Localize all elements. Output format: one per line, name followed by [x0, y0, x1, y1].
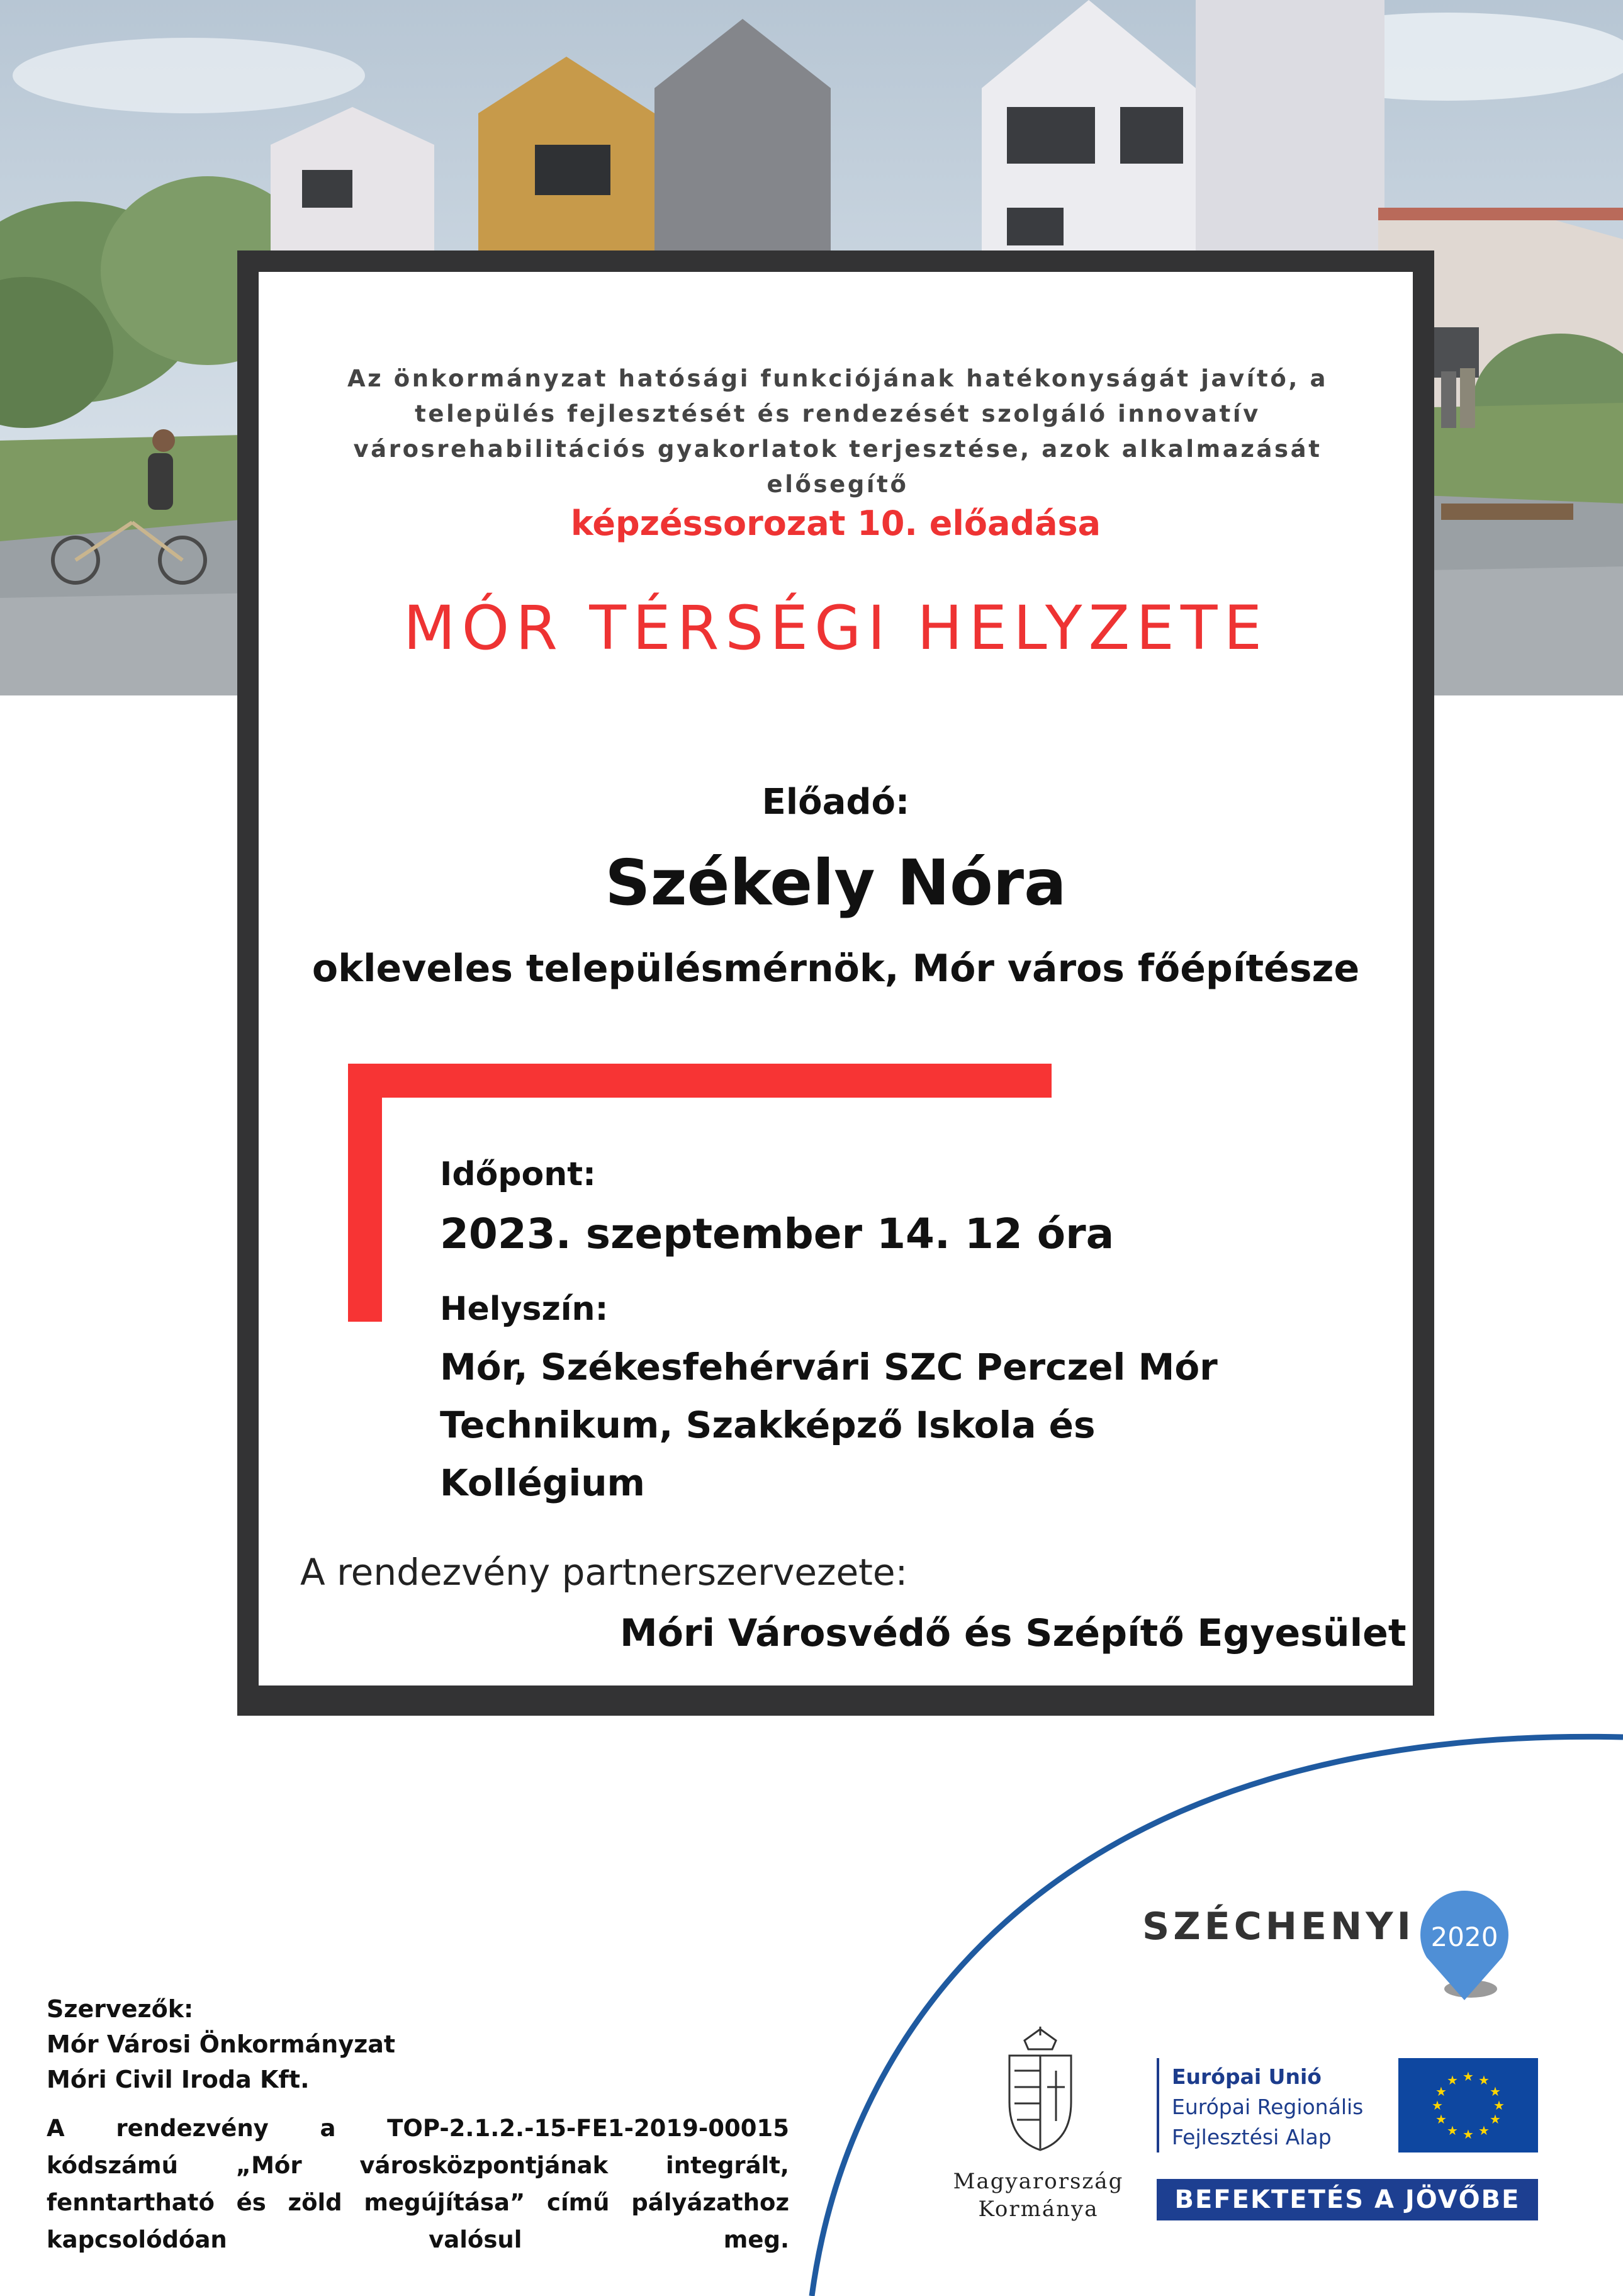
government-line1: Magyarország: [953, 2169, 1124, 2194]
svg-text:★: ★: [1447, 2073, 1458, 2088]
svg-text:★: ★: [1478, 2073, 1490, 2088]
eu-divider: [1157, 2058, 1159, 2152]
szechenyi-year: 2020: [1430, 1922, 1498, 1952]
partner-name: Móri Városvédő és Szépítő Egyesület: [620, 1611, 1407, 1655]
svg-text:★: ★: [1478, 2123, 1490, 2138]
event-title: MÓR TÉRSÉGI HELYZETE: [403, 593, 1269, 663]
map-pin-icon: [1414, 1888, 1515, 2001]
svg-text:★: ★: [1463, 2127, 1474, 2142]
svg-text:★: ★: [1435, 2084, 1447, 2099]
organizer-item: Mór Városi Önkormányzat: [47, 2030, 396, 2058]
presenter-label: Előadó:: [761, 782, 910, 823]
svg-text:★: ★: [1490, 2112, 1501, 2127]
accent-bar-vertical: [348, 1064, 382, 1322]
svg-text:★: ★: [1493, 2098, 1505, 2113]
eu-text: [1172, 2062, 1363, 2152]
organizers-label: Szervezők:: [47, 1995, 194, 2023]
venue-label: Helyszín:: [440, 1290, 609, 1328]
date-value: 2023. szeptember 14. 12 óra: [440, 1210, 1115, 1258]
partner-label: A rendezvény partnerszervezete:: [300, 1551, 908, 1594]
eu-flag-icon: [1398, 2058, 1538, 2152]
svg-text:★: ★: [1447, 2123, 1458, 2138]
accent-bar-horizontal: [348, 1064, 1052, 1098]
series-subtitle: képzéssorozat 10. előadása: [570, 504, 1101, 543]
government-line2: Kormánya: [978, 2197, 1099, 2222]
eu-line1: Európai Regionális: [1172, 2095, 1364, 2119]
eu-line2: Fejlesztési Alap: [1172, 2125, 1332, 2149]
presenter-role: okleveles településmérnök, Mór város főépítésze: [312, 947, 1360, 991]
organizers: [47, 1991, 795, 2097]
szechenyi-2020-logo: [1142, 1888, 1520, 2001]
hungarian-crest-icon: [987, 2027, 1094, 2152]
organizer-item: Móri Civil Iroda Kft.: [47, 2066, 310, 2093]
svg-text:★: ★: [1490, 2084, 1501, 2099]
svg-text:★: ★: [1432, 2098, 1443, 2113]
svg-text:★: ★: [1463, 2069, 1474, 2084]
government-label: [935, 2168, 1142, 2223]
event-card: [259, 272, 1413, 1685]
eu-title: Európai Unió: [1172, 2064, 1322, 2089]
date-label: Időpont:: [440, 1156, 596, 1193]
svg-text:★: ★: [1435, 2112, 1447, 2127]
szechenyi-word: SZÉCHENYI: [1142, 1905, 1415, 1949]
event-card-frame: [237, 250, 1434, 1716]
funding-disclaimer: A rendezvény a TOP-2.1.2.-15-FE1-2019-00015 kódszámú „Mór városközpontjának integrált, fenntartható és zöld megújítása” című pályázathoz kapcsolódóan valósul meg.: [47, 2115, 789, 2253]
invest-banner: BEFEKTETÉS A JÖVŐBE: [1157, 2179, 1538, 2220]
venue-value: Mór, Székesfehérvári SZC Perczel Mór Technikum, Szakképző Iskola és Kollégium: [440, 1346, 1218, 1504]
presenter-name: Székely Nóra: [605, 846, 1067, 920]
intro-text: Az önkormányzat hatósági funkciójának hatékonyságát javító, a település fejlesztését és rendezését szolgáló innovatív városrehabilitációs gyakorlatok terjesztése, azok alkalmazását elősegítő: [347, 365, 1328, 498]
